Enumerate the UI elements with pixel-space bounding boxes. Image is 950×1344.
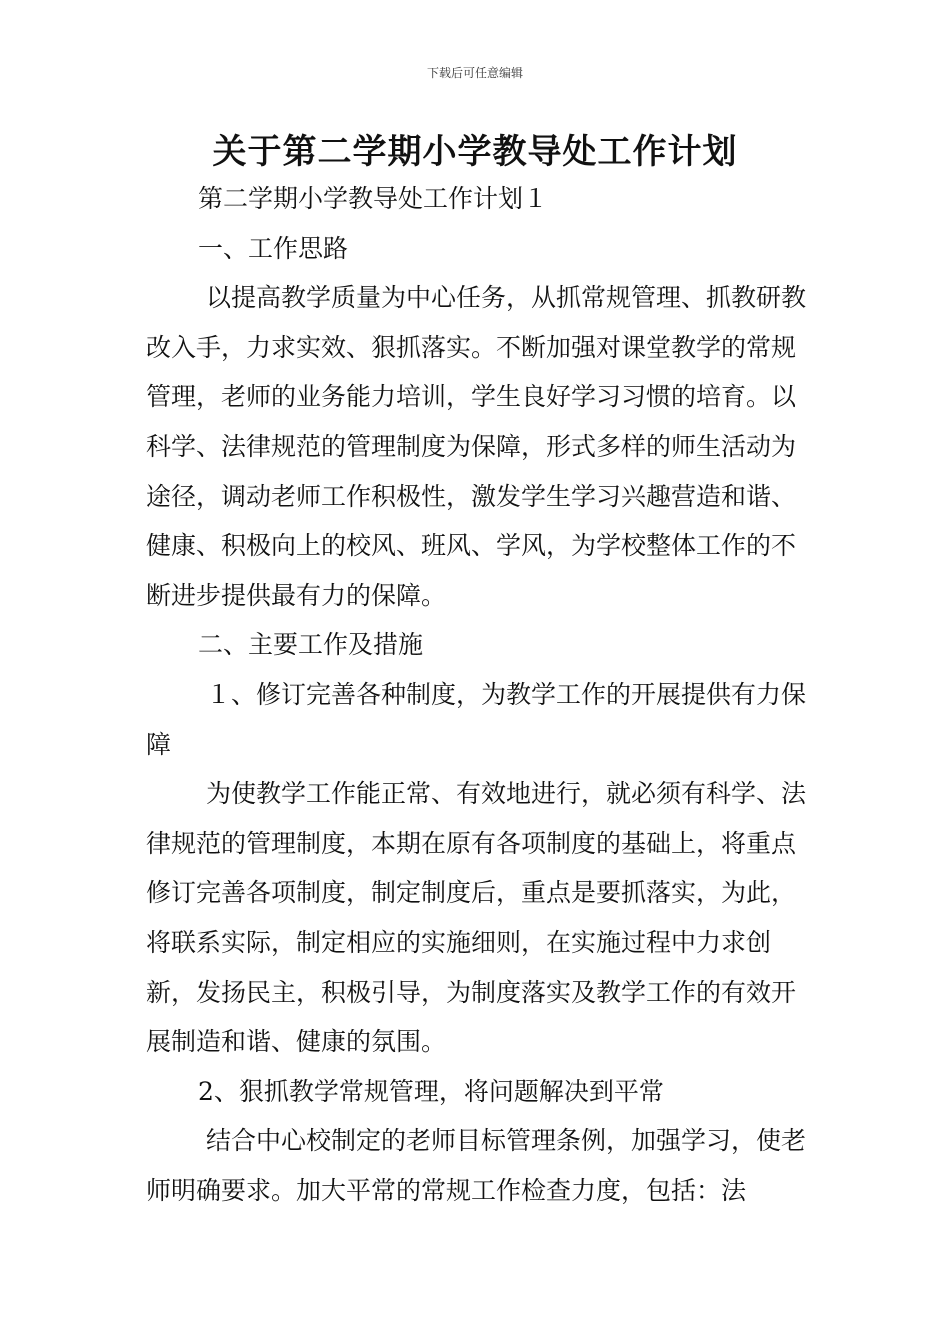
paragraph-3: 结合中心校制定的老师目标管理条例，加强学习，使老师明确要求。加大平常的常规工作检查力度，包括：法 [146, 1126, 807, 1205]
header-note: 下载后可任意编辑 [426, 66, 523, 80]
section-heading-1: 一、工作思路 [198, 233, 349, 263]
section-heading-2: 二、主要工作及措施 [198, 630, 424, 660]
paragraph-2: 为使教学工作能正常、有效地进行，就必须有科学、法律规范的管理制度，本期在原有各项制度的基础上，将重点修订完善各项制度，制定制度后，重点是要抓落实，为此，将联系实际，制定相应的实施细则，在实施过程中力求创新，发扬民主，积极引导，为制度落实及教学工作的有效开展制造和谐、健康的氛围。 [146, 779, 807, 1057]
document-body [146, 174, 808, 1215]
item-heading-2: 2、狠抓教学常规管理，将问题解决到平常 [198, 1076, 664, 1106]
paragraph-1: 以提高教学质量为中心任务，从抓常规管理、抓教研教改入手，力求实效、狠抓落实。不断加强对课堂教学的常规管理，老师的业务能力培训，学生良好学习习惯的培育。以科学、法律规范的管理制度为保障，形式多样的师生活动为途径，调动老师工作积极性，激发学生学习兴趣营造和谐、健康、积极向上的校风、班风、学风，为学校整体工作的不断进步提供最有力的保障。 [146, 283, 807, 610]
document-subtitle: 第二学期小学教导处工作计划１ [198, 184, 549, 213]
item-heading-1: １、修订完善各种制度，为教学工作的开展提供有力保障 [146, 679, 807, 759]
document-title: 关于第二学期小学教导处工作计划 [212, 132, 738, 172]
